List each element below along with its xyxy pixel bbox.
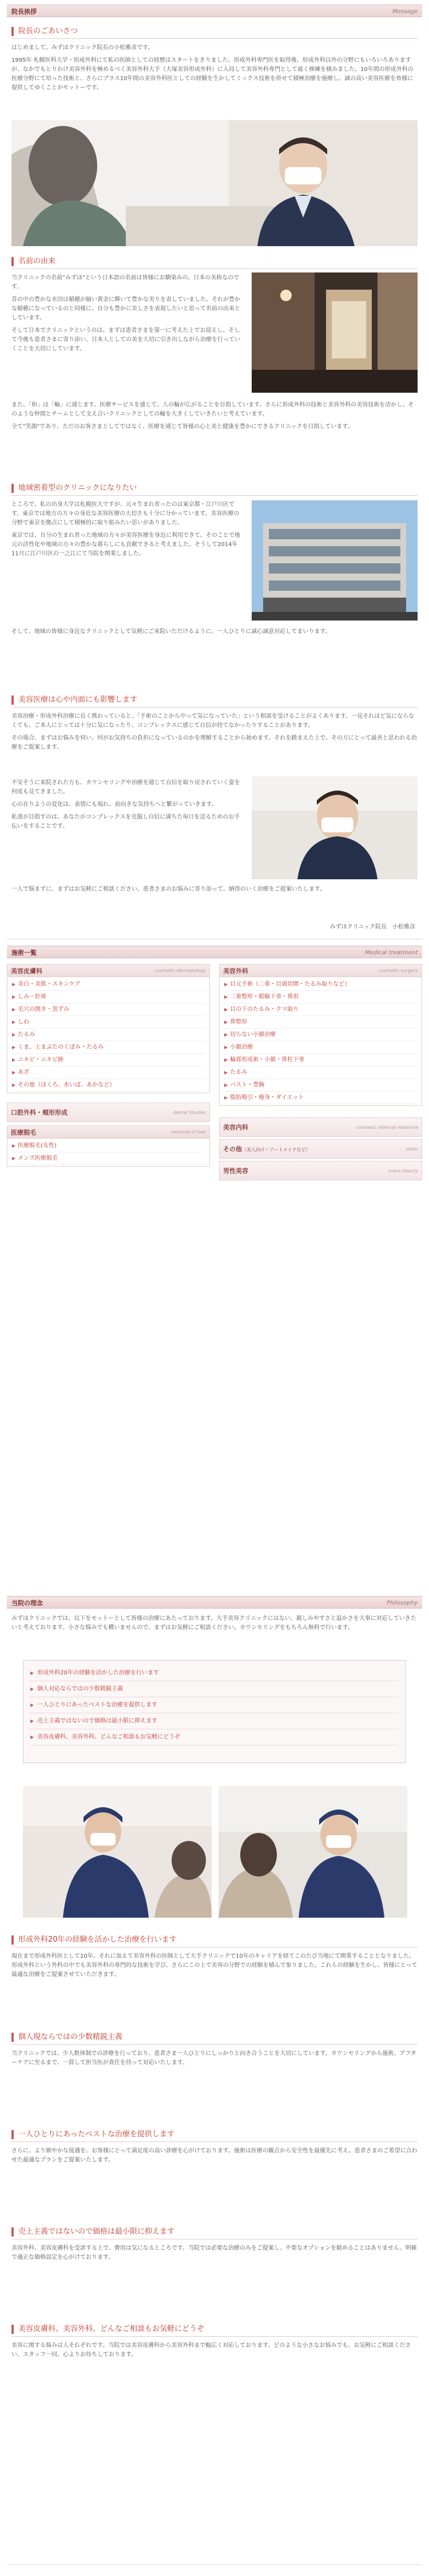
treatment-link[interactable] <box>224 991 417 1003</box>
oral-surgery-link[interactable] <box>7 1103 210 1122</box>
other-title <box>223 1144 310 1155</box>
treatment-link[interactable] <box>224 1016 417 1029</box>
heading-marker <box>11 484 14 493</box>
arrow-right-icon: ▶ <box>12 1057 16 1062</box>
point4-heading-row <box>11 2226 418 2239</box>
community-paragraph: 東京では、自分の生まれ育った地域の方々が美容医療を身近に利用できて、そのことで地元の活性化や地域の方々の豊かな暮らしにも貢献できると考えました。そうして2014年11月に江戸川区の一之江にて当院を開業しました。 <box>11 532 240 557</box>
philosophy-item-label: 個人対応ならではの少数精鋭主義 <box>37 1686 124 1692</box>
internal-medicine-link[interactable] <box>219 1117 422 1137</box>
cosmetic-surgery-en: cosmetic surgery <box>378 968 418 973</box>
mens-beauty-en: mens beauty <box>388 1168 418 1174</box>
name-origin-paragraph: 全て"笑顔"であり、ただのお客さまとしてではなく、医療を通じて皆様の心と美と健康を豊かにできるクリニックを目指しています。 <box>11 424 353 430</box>
heading-marker <box>11 2033 14 2042</box>
treatment-label: バスト・豊胸 <box>230 1082 265 1088</box>
mens-beauty-link[interactable] <box>219 1161 422 1180</box>
arrow-right-icon: ▶ <box>12 982 16 987</box>
community-text <box>11 500 240 562</box>
treatment-label: 小顔治療 <box>230 1044 253 1050</box>
arrow-right-icon: ▶ <box>224 1070 228 1075</box>
greeting-paragraph: はじめまして。みずほクリニック院長の小松雅彦です。 <box>11 45 154 51</box>
treatment-link[interactable] <box>12 1066 205 1079</box>
heading-marker <box>11 27 14 36</box>
treatment-label: 美白・美肌・スキンケア <box>18 981 81 987</box>
treatment-label: その他（ほくろ、水いぼ、あかなど） <box>18 1082 116 1088</box>
philosophy-item-label: 一人ひとりにあったベストな治療を提供します <box>37 1702 158 1708</box>
philosophy-item-label: 売上主義ではないので価格は最小限に抑えます <box>37 1718 158 1724</box>
treatment-label: 切らない小顔治療 <box>230 1032 276 1038</box>
treatment-label: たるみ <box>18 1032 35 1038</box>
arrow-right-icon: ▶ <box>30 1718 34 1724</box>
greeting-heading-row <box>11 25 418 39</box>
page-title-en: Message <box>392 9 418 15</box>
treatment-label: あざ <box>18 1069 30 1076</box>
beauty-text <box>11 712 418 756</box>
philosophy-item-label: 形成外科20年の経験を活かした治療を行います <box>37 1670 159 1676</box>
philosophy-item[interactable] <box>30 1713 399 1729</box>
cosmetic-dermatology-title: 美容皮膚科 <box>11 967 42 975</box>
building-photo <box>252 500 418 621</box>
point2-text: 当クリニックでは、少人数体制での診療を行っており、患者さま一人ひとりにしっかりと向き合うことを大切にしています。カウンセリングから施術、アフターケアに至るまで、一貫して担当医が責任を持って対応いたします。 <box>11 2050 416 2066</box>
name-origin-paragraph: 当クリニックの名前"みずほ"という日本語の名前は皆様にお馴染みの、日本の美称なのです。 <box>11 275 240 290</box>
arrow-right-icon: ▶ <box>12 1143 16 1148</box>
arrow-right-icon: ▶ <box>12 1020 16 1025</box>
hair-removal-en: removal of hair <box>170 1129 206 1135</box>
consultation-photo <box>11 120 418 246</box>
philosophy-item[interactable] <box>30 1729 399 1745</box>
arrow-right-icon: ▶ <box>30 1702 34 1708</box>
philosophy-intro: みずほクリニックでは、以下をモットーとして皆様の治療にあたっております。大手美容クリニックにはない、親しみやすさと温かさを大事に対応していきたいと考えております。小さな悩みでも構いませんので、まずはお気軽にご相談ください。カウンセリングをもちろん無料で行います。 <box>11 1615 416 1631</box>
arrow-right-icon: ▶ <box>224 1095 228 1100</box>
treatment-link[interactable] <box>12 1152 205 1165</box>
cosmetic-surgery-box <box>219 964 422 1106</box>
beauty-heading: 美容医療は心や内面にも影響します <box>18 696 138 704</box>
doctor-photo <box>252 776 418 879</box>
arrow-right-icon: ▶ <box>224 982 228 987</box>
beauty-text-2 <box>11 779 240 835</box>
beauty-paragraph: 私達が目指すのは、あなたがコンプレックスを克服し自信に満ちた毎日を送るためのお手伝いをすることです。 <box>11 814 240 829</box>
clinic-interior-photo <box>252 272 418 393</box>
treatment-label: しみ・肝斑 <box>18 994 47 1000</box>
philosophy-item[interactable] <box>30 1697 399 1713</box>
point2-heading-row <box>11 2031 418 2045</box>
arrow-right-icon: ▶ <box>30 1735 34 1740</box>
treatment-label: 目元手術（二重・目頭切開・たるみ取りなど） <box>230 981 351 987</box>
arrow-right-icon: ▶ <box>12 1032 16 1037</box>
treatment-label: 医療脱毛(女性) <box>18 1143 57 1149</box>
arrow-right-icon: ▶ <box>224 1007 228 1012</box>
arrow-right-icon: ▶ <box>224 1020 228 1025</box>
greeting-heading: 院長のごあいさつ <box>18 27 78 35</box>
arrow-right-icon: ▶ <box>224 994 228 999</box>
cosmetic-surgery-title: 美容外科 <box>223 967 248 975</box>
name-origin-paragraph: 昔の中の豊かな水田は稲穂が揃い黄金に輝いて豊かな実りを表していました。それが豊かな稲穂になっているのと同様に、自分も豊かに美しさを表現したいと思って名前の由来としています。 <box>11 297 240 321</box>
treatment-link[interactable] <box>224 1066 417 1079</box>
treatment-label: 鼻整形 <box>230 1019 248 1025</box>
treatment-label: メンズ医療脱毛 <box>18 1155 58 1161</box>
arrow-right-icon: ▶ <box>12 1045 16 1050</box>
treatment-link[interactable] <box>224 1041 417 1054</box>
point5-heading-row <box>11 2323 418 2337</box>
other-en: other <box>406 1147 418 1152</box>
other-treatments-link[interactable] <box>219 1139 422 1159</box>
philosophy-title-en: Philosophy <box>387 1600 418 1606</box>
page-header <box>7 5 422 17</box>
other-title-main: その他 <box>223 1145 242 1153</box>
community-paragraph: そして、地域の皆様に身近なクリニックとして気軽にご来院いただけるように、一人ひとりに誠心誠意対応してまいります。 <box>11 629 331 635</box>
treatment-label: たるみ <box>230 1069 248 1076</box>
arrow-right-icon: ▶ <box>30 1670 34 1676</box>
treatment-label: 二重整形・眼瞼下垂・鼻形 <box>230 994 299 1000</box>
beauty-paragraph: 一人で悩まずに、まずはお気軽にご相談ください。患者さまのお悩みに寄り添って、納得のいく治療をご提案いたします。 <box>11 886 325 892</box>
treatment-link[interactable] <box>12 1041 205 1054</box>
arrow-right-icon: ▶ <box>224 1045 228 1050</box>
mens-beauty-title: 男性美容 <box>223 1167 248 1175</box>
heading-marker <box>11 696 14 705</box>
treatment-link[interactable] <box>12 978 205 991</box>
oral-surgery-title: 口腔外科・頬形形成 <box>11 1109 67 1116</box>
treatment-link[interactable] <box>224 1003 417 1016</box>
treatment-link[interactable] <box>224 1054 417 1066</box>
treatment-link[interactable] <box>224 1092 417 1104</box>
point5-heading: 美容皮膚科、美容外科、どんなご相談もお気軽にどうぞ <box>18 2325 205 2333</box>
point3-heading: 一人ひとりにあったベストな治療を提供します <box>18 2130 174 2139</box>
other-title-sub: （美人向け・アートメイクなど） <box>242 1147 311 1152</box>
treatment-link[interactable] <box>224 978 417 991</box>
arrow-right-icon: ▶ <box>30 1686 34 1692</box>
treatment-label: くま、上まぶたのくぼみ・たるみ <box>18 1044 104 1050</box>
page-title: 院長挨拶 <box>11 8 37 15</box>
name-origin-text <box>11 274 240 357</box>
director-signature: みずほクリニック院長 小松雅彦 <box>329 924 415 930</box>
internal-medicine-title: 美容内科 <box>223 1124 248 1131</box>
point1-heading-row <box>11 1934 418 1947</box>
hair-removal-title: 医療脱毛 <box>11 1129 36 1136</box>
cosmetic-dermatology-header <box>7 965 209 977</box>
point4-text: 美容外科、美容皮膚科を受診する上で、費用は気になるところです。当院では必要な治療のみをご提案し、不要なオプションを勧めることはありません。明確で適正な価格設定を心がけております。 <box>11 2245 417 2261</box>
oral-surgery-en: dental Studies <box>173 1110 206 1115</box>
treatment-link[interactable] <box>12 1016 205 1029</box>
arrow-right-icon: ▶ <box>224 1057 228 1062</box>
point3-text: さらに、より細やかな接遇を、お客様にとって満足度の高い診療を心がけております。施術は医療の観点から安全性を最優先に考え、患者さまのご希望に合わせた最適なプランをご提案いたします。 <box>11 2148 418 2163</box>
heading-marker <box>11 2325 14 2334</box>
treatment-photo-right <box>219 1786 407 1918</box>
cosmetic-dermatology-list <box>7 977 209 1093</box>
cosmetic-surgery-list <box>220 977 422 1105</box>
treatment-link[interactable] <box>12 1079 205 1092</box>
treatments-title-en: Medical treatment <box>365 950 418 956</box>
philosophy-list <box>23 1660 406 1763</box>
treatment-photo-left <box>23 1786 212 1918</box>
internal-medicine-en: cosmetic internal medicine <box>356 1125 418 1130</box>
community-heading: 地域密着型のクリニックになりたい <box>18 484 137 492</box>
beauty-paragraph: 不安そうに来院された方も、カウンセリングや治療を通じて自信を取り戻されていく姿を何度も見てきました。 <box>11 780 240 795</box>
philosophy-header <box>7 1596 422 1609</box>
arrow-right-icon: ▶ <box>12 994 16 999</box>
philosophy-item-label: 美容皮膚科、美容外科、どんなご相談もお気軽にどうぞ <box>37 1734 181 1740</box>
treatment-link[interactable] <box>12 991 205 1003</box>
arrow-right-icon: ▶ <box>12 1070 16 1075</box>
cosmetic-surgery-header <box>220 965 422 977</box>
arrow-right-icon: ▶ <box>12 1156 16 1161</box>
community-text-2 <box>11 627 418 640</box>
name-origin-heading: 名前の由来 <box>18 257 56 266</box>
treatment-link[interactable] <box>12 1140 205 1152</box>
point4-heading: 売上主義ではないので価格は最小限に抑えます <box>18 2227 175 2236</box>
greeting-text <box>11 44 418 96</box>
treatment-link[interactable] <box>12 1054 205 1066</box>
hair-removal-list <box>7 1139 209 1166</box>
name-origin-text-2 <box>11 401 418 435</box>
treatments-header <box>7 946 422 958</box>
treatment-label: 毛穴の開き・黒ずみ <box>18 1006 70 1013</box>
treatments-title: 施術一覧 <box>11 949 37 957</box>
community-heading-row <box>11 482 418 496</box>
point3-heading-row <box>11 2128 418 2142</box>
arrow-right-icon: ▶ <box>224 1032 228 1037</box>
arrow-right-icon: ▶ <box>12 1007 16 1012</box>
philosophy-item[interactable] <box>30 1665 399 1681</box>
beauty-paragraph: 美容治療・形成外科治療に長く携わっていると、「手術のことから中って気になっていた」という相談を受けることがよくあります。一見それほど気にならなくても、ご本人にとっては十分に気になったり、コンプレックスに感じて自信が持てなかったりすることがあります。 <box>11 713 415 729</box>
point5-text: 美容に関する悩みは人それぞれです。当院では美容皮膚科から美容外科まで幅広く対応しております。どのような小さなお悩みでも、お気軽にご相談ください。スタッフ一同、心よりお待ちしております。 <box>11 2342 411 2358</box>
treatment-label: しわ <box>18 1019 30 1025</box>
community-paragraph: ところで、私の出身大学は札幌医大ですが、元々生まれ育ったのは東京都・江戸川区です。東京では地方の方々の身近な美容医療の大切さも十分に分かっています。美容医療の分野で東京を拠点にして積極的に取り組みたい思いがありました。 <box>11 501 240 526</box>
point2-heading: 個人現ならではの少数精鋭主義 <box>18 2033 122 2041</box>
point1-text: 現在まで形成外科医として10年、それに加えて美容外科の医師として大手クリニックで10年のキャリアを経てこのたび当地にて開業することとなりました。形成外科という外科の中でも美容外科の専門的な技術を学び、さらにこの上で美容の分野での経験を積んで参りました。これらの経験を生かし、皆様にとって最適な治療をご提案させていただきます。 <box>11 1953 418 1978</box>
beauty-heading-row <box>11 694 418 708</box>
treatment-link[interactable] <box>12 1003 205 1016</box>
heading-marker <box>11 2130 14 2139</box>
heading-marker <box>11 2227 14 2237</box>
beauty-paragraph: 心の在りようの変化は、表情にも現れ、前向きな気持ちへと繋がっていきます。 <box>11 801 217 808</box>
arrow-right-icon: ▶ <box>224 1082 228 1088</box>
cosmetic-dermatology-box <box>7 964 210 1093</box>
hair-removal-box <box>7 1125 210 1167</box>
treatment-link[interactable] <box>224 1079 417 1092</box>
name-origin-paragraph: また、「和」は「輪」に通じます。医療サービスを通じて、人の輪が広がることを目指しています。さらに形成外科の技術と美容外科の美容技術を活かし、そのような仲間とチームとして支え合いクリニックとしての輪を大きくしていきたいと考えています。 <box>11 402 414 417</box>
greeting-paragraph: 1995年 札幌医科大学・形成外科にて私の医師としての経歴はスタートをきりました。形成外科専門医を取得後、形成外科以外の分野にもいろいろありますが、なかでもとりわけ美容外科を極めるべく美容外科大手（大塚美容形成外科）に入局して美容外科専門として最く修練を積みました。10年間の形成外科の医療分野にて培った技術と、さらにプラス10年間の美容外科医としての経験を生かしてミックス技術を併せて積極治療を施療し、誠の高い美容医療を皆様に提供してゆくことがモットーです。 <box>11 57 414 91</box>
point1-heading: 形成外科20年の経験を活かした治療を行います <box>18 1935 177 1944</box>
heading-marker <box>11 1935 14 1945</box>
treatment-label: 目の下のたるみ・クマ取り <box>230 1006 299 1013</box>
treatment-link[interactable] <box>224 1029 417 1041</box>
treatment-link[interactable] <box>12 1029 205 1041</box>
arrow-right-icon: ▶ <box>12 1082 16 1088</box>
treatment-label: 輪郭形成術・小顔・鼻柱下垂 <box>230 1057 305 1063</box>
hair-removal-header <box>7 1126 209 1139</box>
cosmetic-dermatology-en: cosmetic dermatology <box>154 968 206 973</box>
beauty-paragraph: その場合、まずはお悩みを伺い、何がお気持ちの負担になっているのかを理解することから始めます。それを踏まえた上で、その方にとって最善と思われる治療をご提案します。 <box>11 735 417 750</box>
treatment-label: ニキビ・ニキビ跡 <box>18 1057 64 1063</box>
philosophy-title: 当院の理念 <box>11 1599 43 1607</box>
philosophy-item[interactable] <box>30 1681 399 1697</box>
treatment-label: 脂肪吸引・痩身・ダイエット <box>230 1095 304 1101</box>
name-origin-heading-row <box>11 255 418 269</box>
name-origin-paragraph: そして日本でクリニックというのは、まずは患者さまを第一に考えた上でお迎えし、そして今後も患者さまに寄り添い、日本人としての美を大切に引き出しながら治療を行っていくことを大切にしています。 <box>11 327 240 352</box>
beauty-text-3 <box>11 885 418 898</box>
heading-marker <box>11 257 14 266</box>
